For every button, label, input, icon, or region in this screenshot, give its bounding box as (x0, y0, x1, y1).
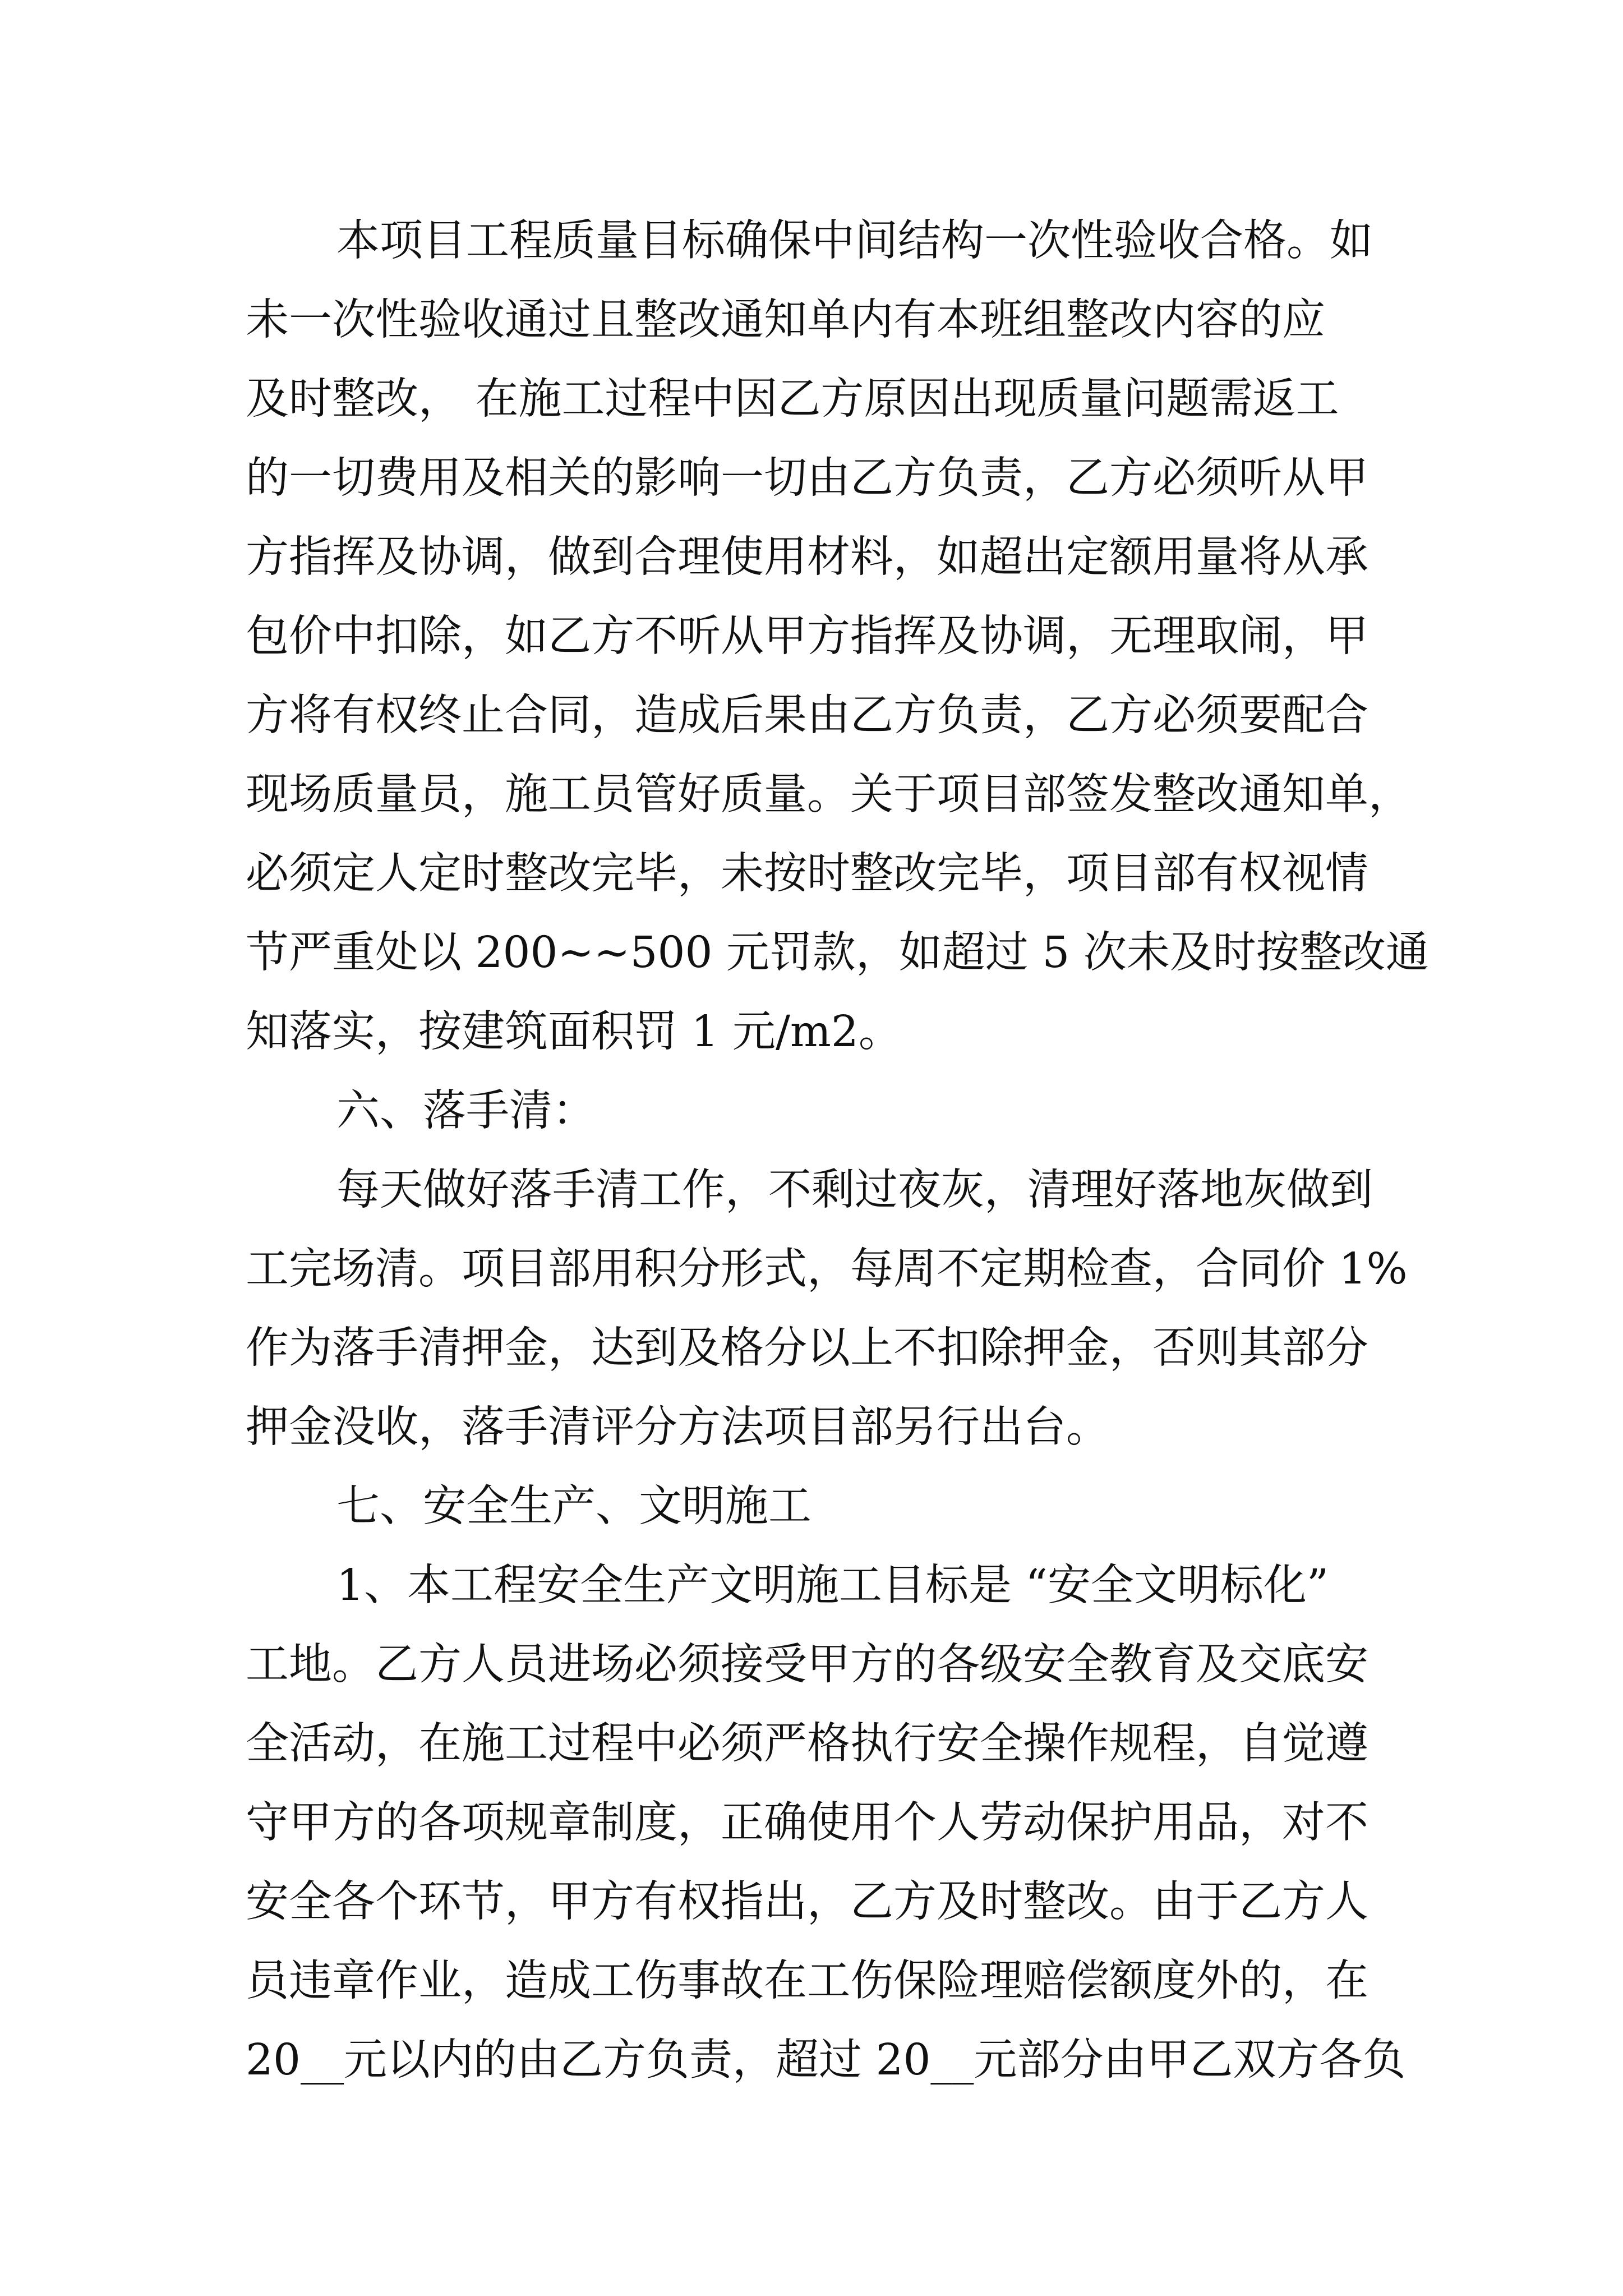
text-line-10: 节严重处以 200~~500 元罚款，如超过 5 次未及时按整改通 (246, 928, 1429, 978)
text-line-22: 安全各个环节，甲方有权指出，乙方及时整改。由于乙方人 (246, 1877, 1368, 1927)
text-line-14: 工完场清。项目部用积分形式，每周不定期检查，合同价 1% (246, 1244, 1408, 1294)
section-heading-6: 六、落手清： (336, 1086, 596, 1136)
text-line-18: 1、本工程安全生产文明施工目标是 “安全文明标化” (336, 1561, 1329, 1611)
text-line-6: 包价中扣除，如乙方不听从甲方指挥及协调，无理取闹，甲 (246, 611, 1368, 661)
text-line-19: 工地。乙方人员进场必须接受甲方的各级安全教育及交底安 (246, 1640, 1368, 1690)
text-line-2: 未一次性验收通过且整改通知单内有本班组整改内容的应 (246, 295, 1325, 345)
text-line-13: 每天做好落手清工作，不剩过夜灰，清理好落地灰做到 (336, 1165, 1373, 1215)
text-line-15: 作为落手清押金，达到及格分以上不扣除押金，否则其部分 (246, 1323, 1368, 1373)
text-line-1: 本项目工程质量目标确保中间结构一次性验收合格。如 (336, 216, 1373, 266)
text-line-4: 的一切费用及相关的影响一切由乙方负责，乙方必须听从甲 (246, 453, 1368, 503)
text-line-23: 员违章作业，造成工伤事故在工伤保险理赔偿额度外的，在 (246, 1956, 1368, 2006)
text-line-21: 守甲方的各项规章制度，正确使用个人劳动保护用品，对不 (246, 1798, 1368, 1848)
text-line-3: 及时整改， 在施工过程中因乙方原因出现质量问题需返工 (246, 374, 1339, 424)
text-line-20: 全活动，在施工过程中必须严格执行安全操作规程，自觉遵 (246, 1719, 1368, 1769)
text-line-5: 方指挥及协调，做到合理使用材料，如超出定额用量将从承 (246, 532, 1368, 582)
text-line-16: 押金没收，落手清评分方法项目部另行出台。 (246, 1402, 1109, 1452)
text-line-24: 20__元以内的由乙方负责，超过 20__元部分由甲乙双方各负 (246, 2035, 1406, 2085)
section-heading-7: 七、安全生产、文明施工 (336, 1481, 811, 1531)
text-line-9: 必须定人定时整改完毕，未按时整改完毕，项目部有权视情 (246, 849, 1368, 899)
text-line-7: 方将有权终止合同，造成后果由乙方负责，乙方必须要配合 (246, 691, 1368, 740)
text-line-11: 知落实，按建筑面积罚 1 元/m2。 (246, 1007, 902, 1057)
text-line-8: 现场质量员，施工员管好质量。关于项目部签发整改通知单， (246, 770, 1412, 820)
